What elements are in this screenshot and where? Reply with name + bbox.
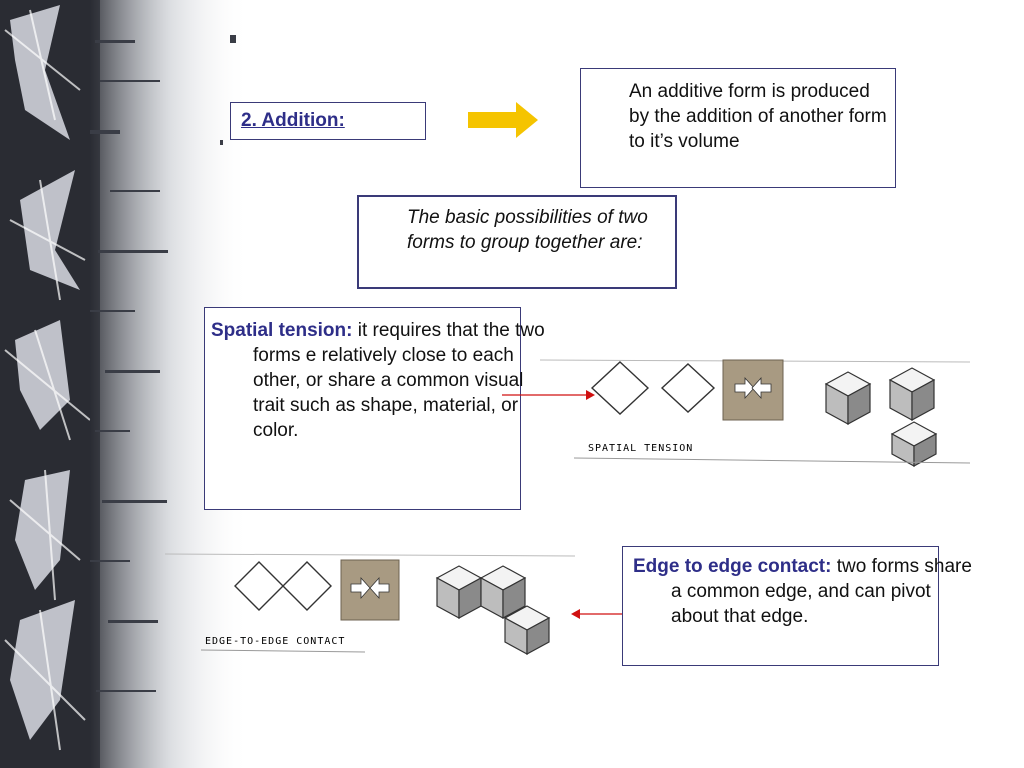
edge-to-edge-box <box>622 546 972 666</box>
spatial-tension-box <box>204 307 545 510</box>
spatial-tension-keyword: Spatial tension: <box>211 320 353 341</box>
edge-to-edge-description: two forms share a common edge, and can pivot about that edge. <box>671 556 972 627</box>
edge-to-edge-sketch <box>165 548 577 658</box>
possibilities-box <box>357 195 677 289</box>
spatial-tension-description: it requires that the two forms e relatively close to each other, or share a common visual trait such as shape, material, or color. <box>253 320 545 441</box>
left-pointer-arrow-icon <box>570 606 626 622</box>
spatial-tension-caption: SPATIAL TENSION <box>588 443 694 454</box>
edge-to-edge-caption: EDGE-TO-EDGE CONTACT <box>205 636 346 647</box>
decorative-side-strip <box>0 0 100 768</box>
definition-text: An additive form is produced by the addition of another form to it’s volume <box>629 81 887 152</box>
edge-to-edge-text <box>633 554 973 629</box>
spatial-tension-text <box>211 318 558 443</box>
pointer-arrow-icon <box>500 387 596 403</box>
abstract-art-column <box>0 0 100 768</box>
addition-heading: 2. Addition: <box>241 110 345 131</box>
spatial-tension-sketch <box>540 350 972 470</box>
edge-to-edge-keyword: Edge to edge contact: <box>633 556 832 577</box>
addition-heading-box <box>230 102 426 140</box>
possibilities-text: The basic possibilities of two forms to group together are: <box>407 207 648 253</box>
right-arrow-icon <box>468 102 540 138</box>
definition-box <box>580 68 896 188</box>
